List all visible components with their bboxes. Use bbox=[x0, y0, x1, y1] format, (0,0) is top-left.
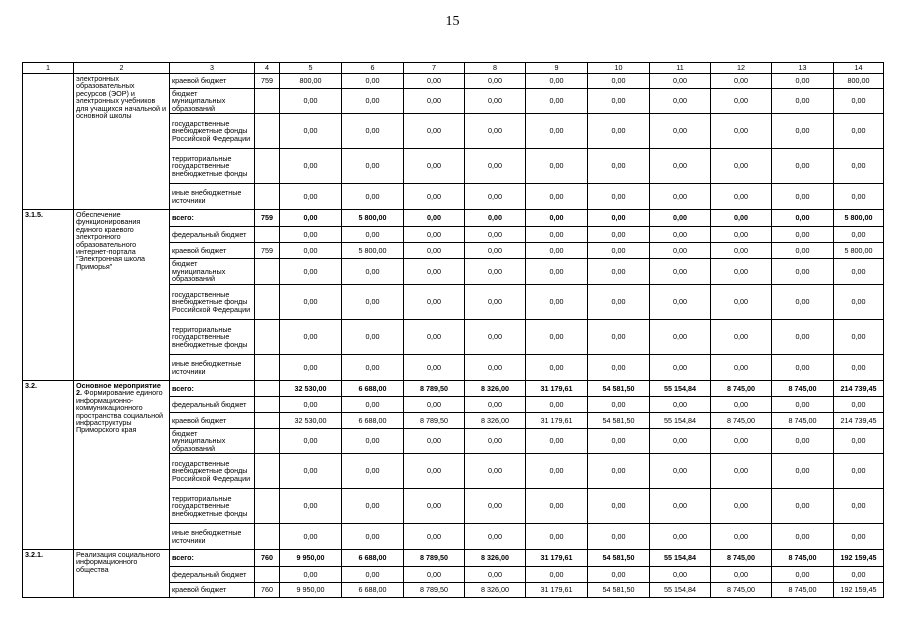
amount-cell: 54 581,50 bbox=[588, 413, 650, 429]
item-name bbox=[74, 381, 170, 550]
amount-cell: 0,00 bbox=[465, 243, 526, 259]
amount-cell: 0,00 bbox=[404, 114, 465, 149]
amount-cell: 0,00 bbox=[342, 489, 404, 524]
amount-cell: 0,00 bbox=[772, 259, 834, 285]
amount-cell: 8 745,00 bbox=[711, 413, 772, 429]
amount-cell: 0,00 bbox=[834, 355, 884, 381]
funding-source: государственные внебюджетные фонды Российской Федерации bbox=[170, 454, 255, 489]
amount-cell: 0,00 bbox=[526, 454, 588, 489]
item-name: электронных образовательных ресурсов (ЭОР) и электронных учебников для учащихся начальной и основной школы bbox=[74, 74, 170, 210]
amount-cell: 0,00 bbox=[834, 149, 884, 184]
amount-cell: 31 179,61 bbox=[526, 381, 588, 397]
admin-code bbox=[255, 524, 280, 550]
amount-cell: 0,00 bbox=[650, 184, 711, 210]
amount-cell: 0,00 bbox=[772, 243, 834, 259]
amount-cell: 0,00 bbox=[711, 210, 772, 227]
amount-cell: 0,00 bbox=[588, 227, 650, 243]
amount-cell: 0,00 bbox=[342, 149, 404, 184]
amount-cell: 0,00 bbox=[772, 320, 834, 355]
amount-cell: 5 800,00 bbox=[342, 210, 404, 227]
budget-table bbox=[22, 62, 884, 598]
amount-cell: 0,00 bbox=[280, 243, 342, 259]
amount-cell: 0,00 bbox=[404, 74, 465, 89]
amount-cell: 54 581,50 bbox=[588, 381, 650, 397]
amount-cell: 192 159,45 bbox=[834, 583, 884, 598]
amount-cell: 0,00 bbox=[711, 524, 772, 550]
amount-cell: 0,00 bbox=[526, 184, 588, 210]
amount-cell: 0,00 bbox=[772, 74, 834, 89]
header-cell: 7 bbox=[404, 63, 465, 74]
funding-source: иные внебюджетные источники bbox=[170, 184, 255, 210]
amount-cell: 0,00 bbox=[711, 320, 772, 355]
funding-source: государственные внебюджетные фонды Российской Федерации bbox=[170, 285, 255, 320]
amount-cell: 8 745,00 bbox=[772, 583, 834, 598]
amount-cell: 0,00 bbox=[342, 227, 404, 243]
header-cell: 5 bbox=[280, 63, 342, 74]
header-cell: 2 bbox=[74, 63, 170, 74]
amount-cell: 0,00 bbox=[650, 454, 711, 489]
amount-cell: 0,00 bbox=[404, 243, 465, 259]
amount-cell: 0,00 bbox=[588, 184, 650, 210]
amount-cell: 0,00 bbox=[650, 259, 711, 285]
amount-cell: 55 154,84 bbox=[650, 413, 711, 429]
amount-cell: 0,00 bbox=[834, 524, 884, 550]
amount-cell: 0,00 bbox=[650, 567, 711, 583]
funding-source: всего: bbox=[170, 550, 255, 567]
amount-cell: 0,00 bbox=[526, 489, 588, 524]
admin-code bbox=[255, 259, 280, 285]
amount-cell: 0,00 bbox=[650, 210, 711, 227]
amount-cell: 0,00 bbox=[834, 114, 884, 149]
amount-cell: 8 745,00 bbox=[772, 550, 834, 567]
amount-cell: 0,00 bbox=[280, 285, 342, 320]
amount-cell: 0,00 bbox=[404, 355, 465, 381]
amount-cell: 8 326,00 bbox=[465, 550, 526, 567]
amount-cell: 6 688,00 bbox=[342, 413, 404, 429]
amount-cell: 0,00 bbox=[834, 567, 884, 583]
amount-cell: 0,00 bbox=[465, 524, 526, 550]
admin-code bbox=[255, 567, 280, 583]
amount-cell: 0,00 bbox=[342, 355, 404, 381]
amount-cell: 0,00 bbox=[342, 184, 404, 210]
amount-cell: 214 739,45 bbox=[834, 381, 884, 397]
amount-cell: 0,00 bbox=[711, 243, 772, 259]
amount-cell: 0,00 bbox=[650, 243, 711, 259]
amount-cell: 0,00 bbox=[711, 74, 772, 89]
amount-cell: 0,00 bbox=[465, 227, 526, 243]
admin-code bbox=[255, 413, 280, 429]
admin-code: 760 bbox=[255, 550, 280, 567]
amount-cell: 31 179,61 bbox=[526, 550, 588, 567]
amount-cell: 0,00 bbox=[834, 285, 884, 320]
table-row bbox=[23, 381, 884, 397]
amount-cell: 0,00 bbox=[465, 429, 526, 454]
amount-cell: 0,00 bbox=[834, 320, 884, 355]
header-cell: 12 bbox=[711, 63, 772, 74]
amount-cell: 8 745,00 bbox=[772, 413, 834, 429]
amount-cell: 0,00 bbox=[342, 454, 404, 489]
amount-cell: 55 154,84 bbox=[650, 550, 711, 567]
amount-cell: 0,00 bbox=[465, 320, 526, 355]
funding-source: территориальные государственные внебюджетные фонды bbox=[170, 149, 255, 184]
amount-cell: 0,00 bbox=[650, 149, 711, 184]
item-name-rest: Формирование единого информационно-коммуникационного пространства социальной инфраструктуры Приморского края bbox=[76, 388, 164, 435]
amount-cell: 0,00 bbox=[465, 285, 526, 320]
header-row bbox=[23, 63, 884, 74]
amount-cell: 55 154,84 bbox=[650, 381, 711, 397]
amount-cell: 0,00 bbox=[280, 320, 342, 355]
item-number bbox=[23, 74, 74, 210]
amount-cell: 0,00 bbox=[834, 259, 884, 285]
amount-cell: 0,00 bbox=[588, 429, 650, 454]
amount-cell: 0,00 bbox=[588, 567, 650, 583]
amount-cell: 0,00 bbox=[834, 89, 884, 114]
header-cell: 14 bbox=[834, 63, 884, 74]
amount-cell: 0,00 bbox=[588, 285, 650, 320]
amount-cell: 0,00 bbox=[711, 285, 772, 320]
amount-cell: 0,00 bbox=[342, 429, 404, 454]
admin-code: 759 bbox=[255, 243, 280, 259]
funding-source: государственные внебюджетные фонды Российской Федерации bbox=[170, 114, 255, 149]
amount-cell: 31 179,61 bbox=[526, 413, 588, 429]
funding-source: краевой бюджет bbox=[170, 413, 255, 429]
amount-cell: 0,00 bbox=[526, 243, 588, 259]
header-cell: 8 bbox=[465, 63, 526, 74]
funding-source: краевой бюджет bbox=[170, 74, 255, 89]
amount-cell: 0,00 bbox=[404, 89, 465, 114]
admin-code: 759 bbox=[255, 210, 280, 227]
amount-cell: 6 688,00 bbox=[342, 583, 404, 598]
amount-cell: 31 179,61 bbox=[526, 583, 588, 598]
admin-code bbox=[255, 381, 280, 397]
amount-cell: 0,00 bbox=[465, 567, 526, 583]
admin-code bbox=[255, 489, 280, 524]
amount-cell: 8 745,00 bbox=[772, 381, 834, 397]
amount-cell: 0,00 bbox=[280, 489, 342, 524]
admin-code bbox=[255, 114, 280, 149]
amount-cell: 6 688,00 bbox=[342, 381, 404, 397]
funding-source: федеральный бюджет bbox=[170, 227, 255, 243]
amount-cell: 0,00 bbox=[526, 320, 588, 355]
amount-cell: 5 800,00 bbox=[834, 210, 884, 227]
amount-cell: 0,00 bbox=[280, 149, 342, 184]
amount-cell: 0,00 bbox=[711, 149, 772, 184]
amount-cell: 0,00 bbox=[526, 397, 588, 413]
amount-cell: 0,00 bbox=[650, 285, 711, 320]
funding-source: иные внебюджетные источники bbox=[170, 355, 255, 381]
amount-cell: 0,00 bbox=[465, 184, 526, 210]
amount-cell: 0,00 bbox=[342, 74, 404, 89]
amount-cell: 0,00 bbox=[526, 227, 588, 243]
amount-cell: 0,00 bbox=[588, 259, 650, 285]
amount-cell: 0,00 bbox=[772, 210, 834, 227]
funding-source: бюджет муниципальных образований bbox=[170, 89, 255, 114]
table-row bbox=[23, 210, 884, 227]
amount-cell: 8 789,50 bbox=[404, 381, 465, 397]
amount-cell: 0,00 bbox=[650, 355, 711, 381]
amount-cell: 0,00 bbox=[404, 429, 465, 454]
item-number: 3.2. bbox=[23, 381, 74, 550]
amount-cell: 0,00 bbox=[465, 259, 526, 285]
amount-cell: 0,00 bbox=[280, 184, 342, 210]
amount-cell: 0,00 bbox=[404, 149, 465, 184]
amount-cell: 0,00 bbox=[342, 259, 404, 285]
amount-cell: 0,00 bbox=[404, 285, 465, 320]
header-cell: 1 bbox=[23, 63, 74, 74]
amount-cell: 0,00 bbox=[526, 285, 588, 320]
funding-source: бюджет муниципальных образований bbox=[170, 429, 255, 454]
amount-cell: 0,00 bbox=[280, 524, 342, 550]
amount-cell: 8 789,50 bbox=[404, 550, 465, 567]
amount-cell: 8 326,00 bbox=[465, 583, 526, 598]
amount-cell: 0,00 bbox=[650, 489, 711, 524]
amount-cell: 0,00 bbox=[650, 397, 711, 413]
amount-cell: 0,00 bbox=[711, 184, 772, 210]
funding-source: федеральный бюджет bbox=[170, 397, 255, 413]
amount-cell: 0,00 bbox=[650, 114, 711, 149]
amount-cell: 0,00 bbox=[650, 74, 711, 89]
amount-cell: 0,00 bbox=[280, 89, 342, 114]
amount-cell: 0,00 bbox=[650, 320, 711, 355]
header-cell: 13 bbox=[772, 63, 834, 74]
amount-cell: 0,00 bbox=[280, 114, 342, 149]
amount-cell: 0,00 bbox=[404, 227, 465, 243]
amount-cell: 0,00 bbox=[526, 259, 588, 285]
amount-cell: 0,00 bbox=[465, 489, 526, 524]
amount-cell: 0,00 bbox=[588, 74, 650, 89]
amount-cell: 214 739,45 bbox=[834, 413, 884, 429]
amount-cell: 8 326,00 bbox=[465, 413, 526, 429]
admin-code bbox=[255, 227, 280, 243]
amount-cell: 5 800,00 bbox=[834, 243, 884, 259]
amount-cell: 0,00 bbox=[772, 285, 834, 320]
amount-cell: 0,00 bbox=[404, 397, 465, 413]
amount-cell: 0,00 bbox=[280, 259, 342, 285]
amount-cell: 0,00 bbox=[465, 210, 526, 227]
amount-cell: 0,00 bbox=[342, 320, 404, 355]
amount-cell: 0,00 bbox=[280, 429, 342, 454]
amount-cell: 0,00 bbox=[280, 567, 342, 583]
amount-cell: 800,00 bbox=[280, 74, 342, 89]
amount-cell: 0,00 bbox=[526, 149, 588, 184]
amount-cell: 32 530,00 bbox=[280, 413, 342, 429]
amount-cell: 0,00 bbox=[711, 454, 772, 489]
admin-code bbox=[255, 184, 280, 210]
amount-cell: 0,00 bbox=[588, 89, 650, 114]
funding-source: бюджет муниципальных образований bbox=[170, 259, 255, 285]
amount-cell: 8 745,00 bbox=[711, 583, 772, 598]
admin-code bbox=[255, 89, 280, 114]
amount-cell: 0,00 bbox=[711, 259, 772, 285]
amount-cell: 0,00 bbox=[588, 243, 650, 259]
admin-code bbox=[255, 397, 280, 413]
amount-cell: 0,00 bbox=[650, 429, 711, 454]
amount-cell: 8 789,50 bbox=[404, 583, 465, 598]
funding-source: всего: bbox=[170, 381, 255, 397]
item-number: 3.2.1. bbox=[23, 550, 74, 598]
amount-cell: 0,00 bbox=[526, 567, 588, 583]
amount-cell: 0,00 bbox=[834, 454, 884, 489]
amount-cell: 0,00 bbox=[711, 429, 772, 454]
funding-source: федеральный бюджет bbox=[170, 567, 255, 583]
amount-cell: 0,00 bbox=[650, 227, 711, 243]
amount-cell: 0,00 bbox=[465, 397, 526, 413]
amount-cell: 0,00 bbox=[280, 227, 342, 243]
amount-cell: 0,00 bbox=[342, 89, 404, 114]
amount-cell: 0,00 bbox=[711, 114, 772, 149]
item-name: Обеспечение функционирования единого краевого электронного образовательного интернет-портала "Электронная школа Приморья" bbox=[74, 210, 170, 381]
amount-cell: 0,00 bbox=[711, 567, 772, 583]
amount-cell: 0,00 bbox=[526, 89, 588, 114]
amount-cell: 0,00 bbox=[772, 89, 834, 114]
amount-cell: 8 789,50 bbox=[404, 413, 465, 429]
amount-cell: 0,00 bbox=[772, 429, 834, 454]
amount-cell: 0,00 bbox=[280, 454, 342, 489]
amount-cell: 0,00 bbox=[588, 454, 650, 489]
amount-cell: 0,00 bbox=[280, 397, 342, 413]
amount-cell: 8 745,00 bbox=[711, 550, 772, 567]
amount-cell: 0,00 bbox=[588, 320, 650, 355]
amount-cell: 0,00 bbox=[588, 524, 650, 550]
amount-cell: 55 154,84 bbox=[650, 583, 711, 598]
amount-cell: 9 950,00 bbox=[280, 550, 342, 567]
amount-cell: 6 688,00 bbox=[342, 550, 404, 567]
amount-cell: 0,00 bbox=[404, 259, 465, 285]
amount-cell: 0,00 bbox=[711, 397, 772, 413]
amount-cell: 0,00 bbox=[280, 210, 342, 227]
amount-cell: 8 326,00 bbox=[465, 381, 526, 397]
amount-cell: 0,00 bbox=[772, 114, 834, 149]
amount-cell: 0,00 bbox=[526, 355, 588, 381]
amount-cell: 0,00 bbox=[772, 227, 834, 243]
amount-cell: 0,00 bbox=[404, 489, 465, 524]
amount-cell: 0,00 bbox=[772, 184, 834, 210]
amount-cell: 0,00 bbox=[465, 355, 526, 381]
amount-cell: 8 745,00 bbox=[711, 381, 772, 397]
amount-cell: 0,00 bbox=[588, 355, 650, 381]
amount-cell: 0,00 bbox=[772, 454, 834, 489]
amount-cell: 32 530,00 bbox=[280, 381, 342, 397]
admin-code: 760 bbox=[255, 583, 280, 598]
amount-cell: 0,00 bbox=[404, 184, 465, 210]
amount-cell: 0,00 bbox=[834, 184, 884, 210]
amount-cell: 0,00 bbox=[650, 89, 711, 114]
header-cell: 9 bbox=[526, 63, 588, 74]
amount-cell: 0,00 bbox=[526, 524, 588, 550]
header-cell: 6 bbox=[342, 63, 404, 74]
item-number: 3.1.5. bbox=[23, 210, 74, 381]
amount-cell: 0,00 bbox=[342, 397, 404, 413]
funding-source: территориальные государственные внебюджетные фонды bbox=[170, 489, 255, 524]
amount-cell: 0,00 bbox=[342, 114, 404, 149]
funding-source: всего: bbox=[170, 210, 255, 227]
amount-cell: 0,00 bbox=[404, 320, 465, 355]
amount-cell: 0,00 bbox=[465, 74, 526, 89]
header-cell: 3 bbox=[170, 63, 255, 74]
amount-cell: 0,00 bbox=[711, 227, 772, 243]
admin-code bbox=[255, 285, 280, 320]
amount-cell: 9 950,00 bbox=[280, 583, 342, 598]
admin-code: 759 bbox=[255, 74, 280, 89]
funding-source: краевой бюджет bbox=[170, 583, 255, 598]
funding-source: краевой бюджет bbox=[170, 243, 255, 259]
header-cell: 11 bbox=[650, 63, 711, 74]
page-number: 15 bbox=[445, 14, 460, 29]
amount-cell: 0,00 bbox=[342, 567, 404, 583]
amount-cell: 0,00 bbox=[834, 429, 884, 454]
item-name-bold: Основное мероприятие 2. bbox=[76, 381, 161, 398]
amount-cell: 0,00 bbox=[404, 210, 465, 227]
amount-cell: 0,00 bbox=[526, 114, 588, 149]
admin-code bbox=[255, 454, 280, 489]
admin-code bbox=[255, 355, 280, 381]
amount-cell: 0,00 bbox=[772, 567, 834, 583]
amount-cell: 0,00 bbox=[280, 355, 342, 381]
amount-cell: 0,00 bbox=[588, 149, 650, 184]
funding-source: территориальные государственные внебюджетные фонды bbox=[170, 320, 255, 355]
amount-cell: 5 800,00 bbox=[342, 243, 404, 259]
amount-cell: 0,00 bbox=[711, 89, 772, 114]
item-name: Реализация социального информационного общества bbox=[74, 550, 170, 598]
amount-cell: 54 581,50 bbox=[588, 550, 650, 567]
amount-cell: 0,00 bbox=[404, 524, 465, 550]
header-cell: 4 bbox=[255, 63, 280, 74]
amount-cell: 0,00 bbox=[834, 227, 884, 243]
amount-cell: 0,00 bbox=[526, 429, 588, 454]
amount-cell: 0,00 bbox=[465, 114, 526, 149]
admin-code bbox=[255, 149, 280, 184]
amount-cell: 0,00 bbox=[772, 524, 834, 550]
amount-cell: 800,00 bbox=[834, 74, 884, 89]
amount-cell: 0,00 bbox=[588, 210, 650, 227]
amount-cell: 0,00 bbox=[772, 489, 834, 524]
amount-cell: 0,00 bbox=[711, 355, 772, 381]
admin-code bbox=[255, 320, 280, 355]
amount-cell: 0,00 bbox=[772, 355, 834, 381]
amount-cell: 0,00 bbox=[588, 397, 650, 413]
amount-cell: 0,00 bbox=[465, 454, 526, 489]
amount-cell: 0,00 bbox=[526, 74, 588, 89]
amount-cell: 0,00 bbox=[465, 89, 526, 114]
amount-cell: 0,00 bbox=[711, 489, 772, 524]
amount-cell: 0,00 bbox=[465, 149, 526, 184]
amount-cell: 0,00 bbox=[834, 489, 884, 524]
amount-cell: 0,00 bbox=[404, 454, 465, 489]
amount-cell: 0,00 bbox=[772, 397, 834, 413]
table-row bbox=[23, 550, 884, 567]
amount-cell: 54 581,50 bbox=[588, 583, 650, 598]
amount-cell: 0,00 bbox=[342, 524, 404, 550]
funding-source: иные внебюджетные источники bbox=[170, 524, 255, 550]
table-row bbox=[23, 74, 884, 89]
amount-cell: 0,00 bbox=[526, 210, 588, 227]
amount-cell: 192 159,45 bbox=[834, 550, 884, 567]
amount-cell: 0,00 bbox=[342, 285, 404, 320]
amount-cell: 0,00 bbox=[650, 524, 711, 550]
admin-code bbox=[255, 429, 280, 454]
amount-cell: 0,00 bbox=[588, 114, 650, 149]
amount-cell: 0,00 bbox=[588, 489, 650, 524]
amount-cell: 0,00 bbox=[404, 567, 465, 583]
amount-cell: 0,00 bbox=[834, 397, 884, 413]
header-cell: 10 bbox=[588, 63, 650, 74]
amount-cell: 0,00 bbox=[772, 149, 834, 184]
